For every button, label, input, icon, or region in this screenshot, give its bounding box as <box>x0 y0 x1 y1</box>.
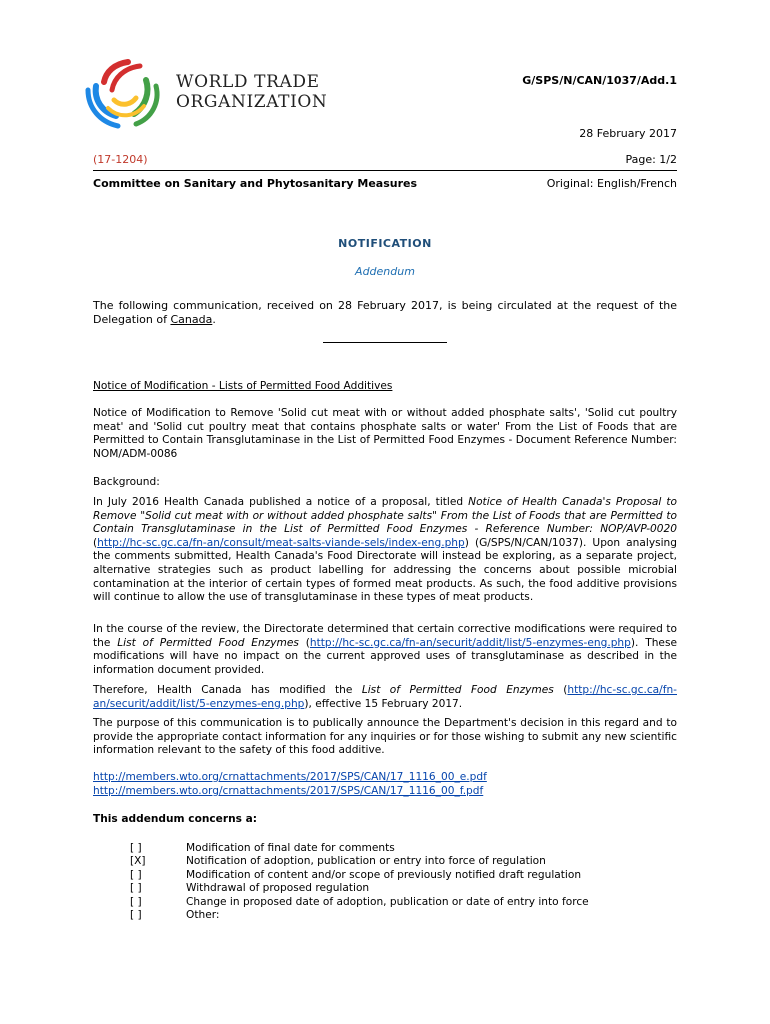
notice-heading: Notice of Modification - Lists of Permitted Food Additives <box>93 380 393 392</box>
checkbox[interactable]: [ ] <box>130 868 142 881</box>
concern-label: Change in proposed date of adoption, publication or date of entry into force <box>186 895 589 908</box>
org-name-line1: WORLD TRADE <box>176 72 320 92</box>
bg-p1-paren: ( <box>93 536 98 549</box>
bg-p2-rest: ). These modifications will have no impact on the current approved uses of transglutaminase as described in the information document provided. <box>93 636 677 676</box>
checkbox[interactable]: [ ] <box>130 882 142 895</box>
checkbox[interactable]: [ ] <box>130 842 142 854</box>
concern-label: Modification of final date for comments <box>186 842 395 854</box>
notification-title: NOTIFICATION <box>338 237 432 250</box>
concern-item <box>130 909 589 922</box>
concern-label: Withdrawal of proposed regulation <box>186 882 370 895</box>
concerns-heading: This addendum concerns a: <box>93 813 257 825</box>
country-name: Canada <box>170 313 213 326</box>
notice-paragraph: Notice of Modification to Remove 'Solid cut meat with or without added phosphate salts', 'Solid cut poultry meat' and 'Solid cut poultry meat that contains phosphate salts or water' From the List of Foods that are Permitted to Contain Transglutaminase in the List of Permitted Food Enzymes - Document Reference Number: NOM/ADM-0086 <box>93 407 677 460</box>
committee-name: Committee on Sanitary and Phytosanitary Measures <box>93 177 418 190</box>
header-divider <box>93 170 677 171</box>
original-language: Original: English/French <box>546 177 677 190</box>
background-label: Background: <box>93 476 160 488</box>
checkbox[interactable]: [ ] <box>130 895 142 908</box>
concern-label: Notification of adoption, publication or entry into force of regulation <box>186 855 546 868</box>
document-code: (17-1204) <box>93 153 148 166</box>
concern-item <box>130 896 589 909</box>
intro-text: The following communication, received on 28 February 2017, is being circulated at the request of the Delegation of <box>93 299 677 326</box>
concern-label: Modification of content and/or scope of previously notified draft regulation <box>186 868 582 881</box>
intro-end: . <box>212 313 216 326</box>
document-symbol: G/SPS/N/CAN/1037/Add.1 <box>522 74 677 87</box>
bg-p3-paren: ( <box>553 684 568 696</box>
bg-p2-paren: ( <box>298 636 310 649</box>
background-paragraph-3 <box>93 684 677 711</box>
background-paragraph-2 <box>93 623 677 677</box>
org-name-line2: ORGANIZATION <box>176 92 328 112</box>
addendum-subtitle: Addendum <box>355 265 415 278</box>
intro-paragraph <box>93 299 677 327</box>
concerns-checklist <box>130 842 589 922</box>
concern-label: Other: <box>186 908 220 921</box>
enzymes-list-title: List of Permitted Food Enzymes <box>117 636 299 649</box>
checkbox[interactable]: [ ] <box>130 908 142 921</box>
bg-p1-text: In July 2016 Health Canada published a notice of a proposal, titled <box>93 496 469 508</box>
consultation-link[interactable]: http://hc-sc.gc.ca/fn-an/consult/meat-salts-viande-sels/index-eng.php <box>97 536 465 549</box>
page-number: Page: 1/2 <box>625 153 677 166</box>
checkbox-checked[interactable]: [X] <box>130 855 146 868</box>
section-separator <box>323 342 447 343</box>
wto-logo-icon <box>84 56 170 132</box>
attachment-links <box>93 771 677 798</box>
bg-p2-text: In the course of the review, the Directorate determined that certain corrective modifications were required to the <box>93 623 677 649</box>
bg-p3-text: Therefore, Health Canada has modified the <box>93 684 362 696</box>
enzymes-list-link[interactable]: http://hc-sc.gc.ca/fn-an/securit/addit/list/5-enzymes-eng.php <box>309 636 631 649</box>
proposal-title: Notice of Health Canada's Proposal to Remove "Solid cut meat with or without added phosphate salts" From the List of Foods that are Permitted to Contain Transglutaminase in the List of Permitted Food Enzymes - Reference Number: NOP/AVP-0020 <box>93 496 677 536</box>
attachment-link-french[interactable]: http://members.wto.org/crnattachments/2017/SPS/CAN/17_1116_00_f.pdf <box>93 784 484 797</box>
concern-item <box>130 842 589 855</box>
concern-item <box>130 855 589 868</box>
document-date: 28 February 2017 <box>579 127 677 140</box>
enzymes-list-title-2: List of Permitted Food Enzymes <box>361 684 554 696</box>
concern-item <box>130 869 589 882</box>
organization-name <box>176 72 327 112</box>
bg-p1-rest: ) (G/SPS/N/CAN/1037). Upon analysing the comments submitted, Health Canada's Food Directorate will instead be exploring, as a separate project, alternative strategies such as product labelling for addressing the concerns about possible microbial contamination at the interior of certain types of formed meat products. As such, the food additive provisions will continue to allow the use of transglutaminase in these types of meat products. <box>93 536 677 604</box>
concern-item <box>130 882 589 895</box>
attachment-link-english[interactable]: http://members.wto.org/crnattachments/2017/SPS/CAN/17_1116_00_e.pdf <box>93 771 487 783</box>
background-paragraph-1 <box>93 496 677 605</box>
bg-p3-rest: ), effective 15 February 2017. <box>304 697 463 710</box>
background-paragraph-4: The purpose of this communication is to publically announce the Department's decision in this regard and to provide the appropriate contact information for any inquiries or for those wishing to submit any new scientific information relevant to the safety of this food additive. <box>93 717 677 757</box>
enzymes-list-link-2[interactable]: http://hc-sc.gc.ca/fn-an/securit/addit/list/5-enzymes-eng.php <box>93 684 677 710</box>
